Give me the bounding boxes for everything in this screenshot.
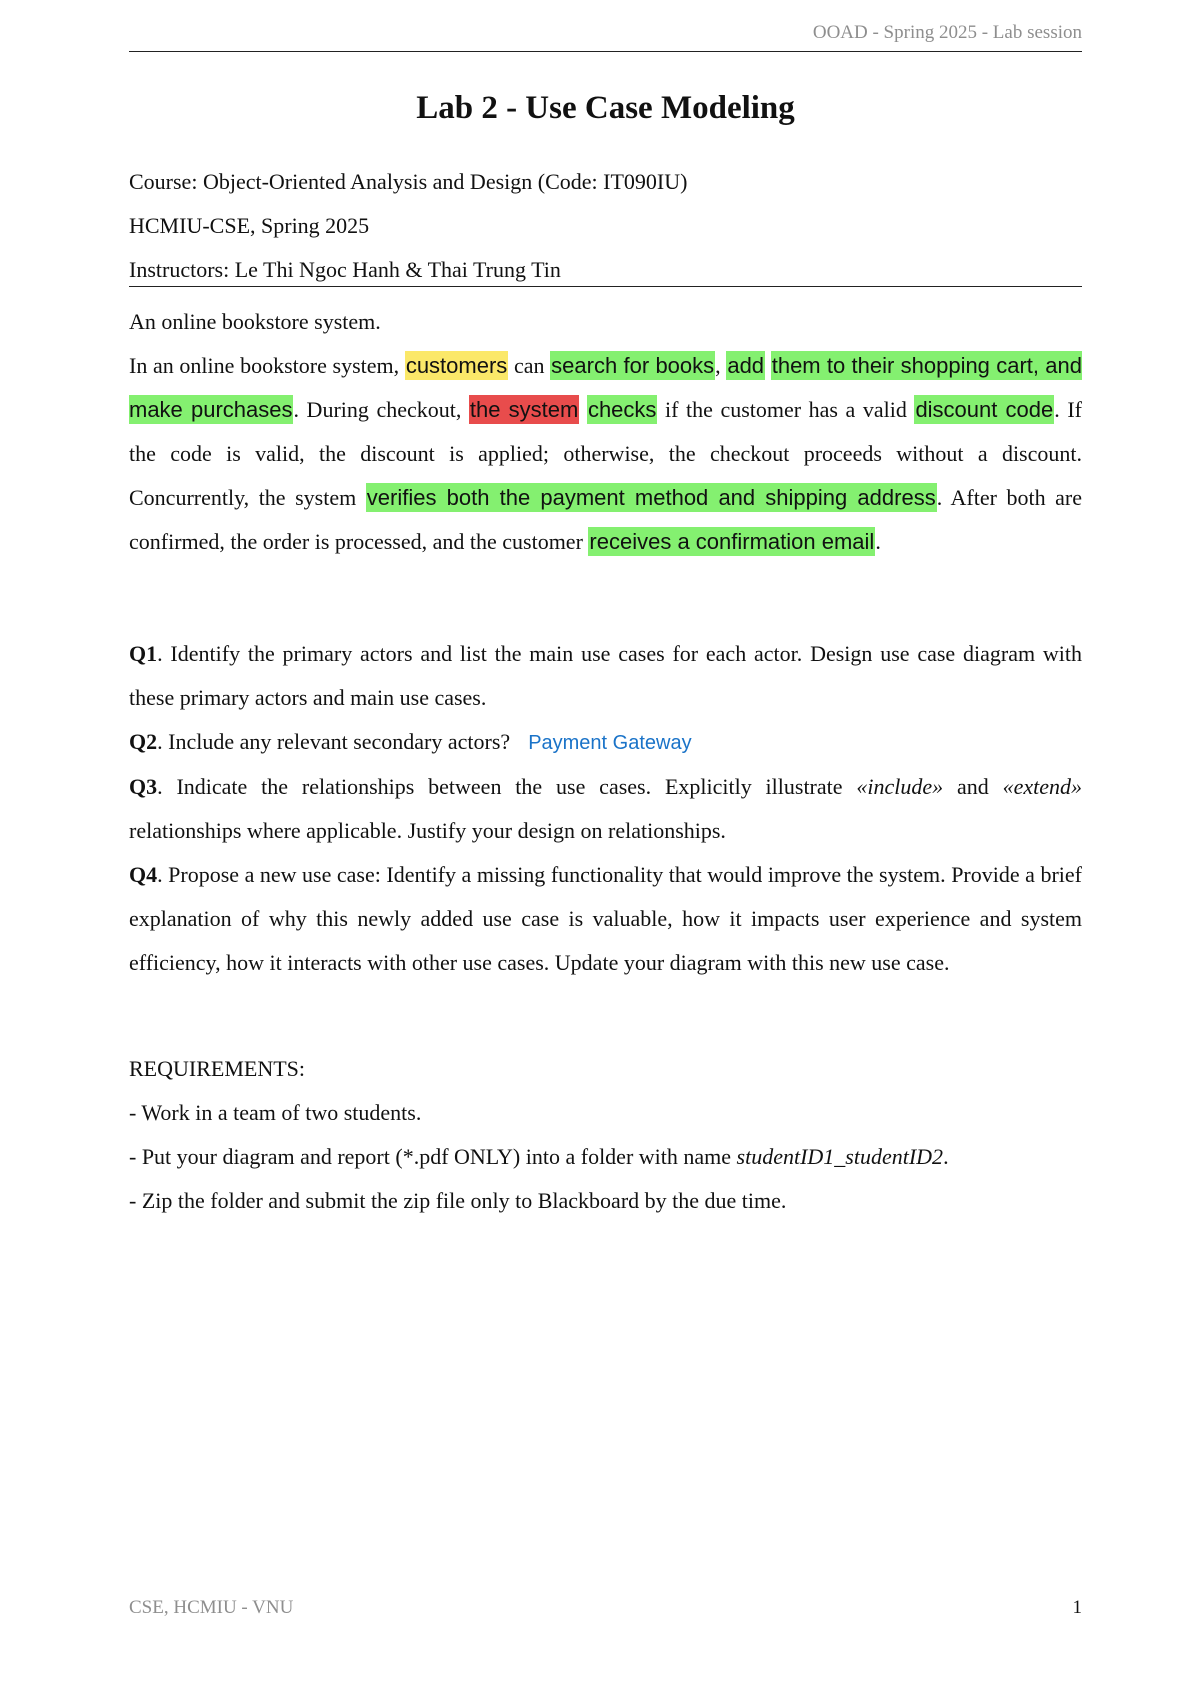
highlight-use-case: receives a confirmation email [589,529,875,554]
course-line: Course: Object-Oriented Analysis and Design (Code: IT090IU) [129,169,688,194]
requirement-item: - Zip the folder and submit the zip file only to Blackboard by the due time. [129,1188,787,1213]
highlight-actor: customers [405,353,508,378]
highlight-use-case: checks [587,397,657,422]
highlight-use-case: verifies both the payment method and shipping address [366,485,936,510]
highlight-use-case: discount code [915,397,1054,422]
question-text: . Indicate the relationships between the use cases. Explicitly illustrate [157,774,857,799]
scenario-text [765,353,771,378]
folder-name: studentID1_studentID2 [736,1144,944,1169]
question-1 [129,632,1082,720]
highlight-use-case: search for books [551,353,715,378]
scenario-text: , [715,353,727,378]
scenario-text [579,397,587,422]
question-text: . Identify the primary actors and list the main use cases for each actor. Design use case diagram with these primary actors and main use cases. [129,641,1082,710]
requirement-item: - Work in a team of two students. [129,1100,422,1125]
question-4 [129,853,1082,985]
scenario-text: if the customer has a valid [657,397,915,422]
requirements-section [129,1047,1082,1223]
question-label: Q3 [129,774,158,799]
question-2 [129,720,1082,765]
running-header: OOAD - Spring 2025 - Lab session [812,22,1082,43]
scenario-paragraph [129,344,1082,564]
question-3 [129,765,1082,853]
handwritten-annotation: Payment Gateway [528,732,692,754]
footer-institution: CSE, HCMIU - VNU [129,1597,294,1618]
school-line: HCMIU-CSE, Spring 2025 [129,213,370,238]
extend-stereotype: «extend» [1002,774,1082,799]
scenario-text: In an online bookstore system, [129,353,405,378]
requirement-item [129,1135,1082,1179]
question-text: and [943,774,1003,799]
meta-rule [129,286,1082,287]
question-text: . Propose a new use case: Identify a missing functionality that would improve the system. Provide a brief explanation of why this newly added use case is valuable, how it impacts user experience and system efficiency, how it interacts with other use cases. Update your diagram with this new use case. [129,862,1082,975]
scenario-text: . After both are confirmed, the order is processed, and the customer [129,485,1083,554]
scenario-text: . During checkout, [293,397,469,422]
question-label: Q4 [129,862,158,887]
questions-section [129,632,1082,985]
scenario-text: . If the code is valid, the discount is applied; otherwise, the checkout proceeds without a discount. Concurrently, the system [129,397,1082,510]
question-label: Q1 [129,641,158,666]
document-title: Lab 2 - Use Case Modeling [416,90,795,126]
highlight-use-case: them to their shopping cart, and make purchases [129,353,1082,422]
question-text: . Include any relevant secondary actors? [157,729,511,754]
scenario-text: can [508,353,551,378]
requirements-heading: REQUIREMENTS: [129,1056,305,1081]
instructors-line: Instructors: Le Thi Ngoc Hanh & Thai Trung Tin [129,257,561,282]
include-stereotype: «include» [856,774,944,799]
header-rule [129,51,1082,52]
page-number: 1 [1072,1597,1082,1618]
question-label: Q2 [129,729,158,754]
scenario-text: . [875,529,881,554]
highlight-use-case: add [727,353,765,378]
scenario-intro: An online bookstore system. [129,309,381,334]
requirement-text: . [943,1144,949,1169]
question-text: relationships where applicable. Justify your design on relationships. [129,818,726,843]
highlight-system: the system [469,397,579,422]
requirement-text: - Put your diagram and report (*.pdf ONLY) into a folder with name [129,1144,737,1169]
